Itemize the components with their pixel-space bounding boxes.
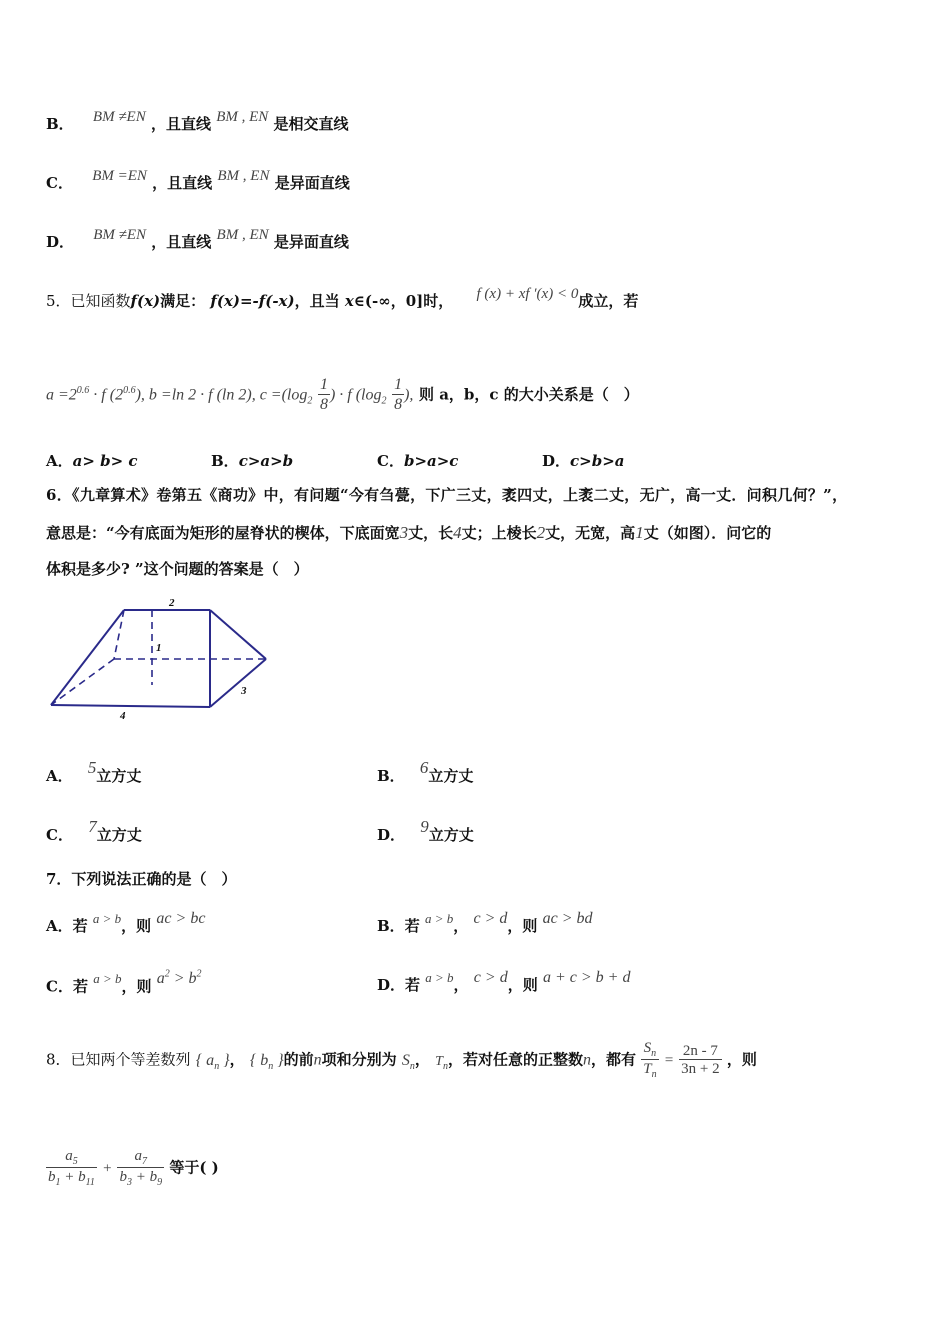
q6-stem-line2: 意思是：“今有底面为矩形的屋脊状的楔体，下底面宽3丈，长4丈；上棱长2丈，无宽，高1丈（如图）．问它的	[46, 523, 772, 542]
q7-option-a: A．若 a > b，则 ac > bc	[46, 910, 206, 935]
q4-option-c: C． BM =EN ，且直线 BM , EN 是异面直线	[46, 168, 350, 192]
q6-option-d: D． 9立方丈	[377, 817, 474, 844]
q5-option-d: D．c>b>a	[542, 452, 625, 470]
wedge-figure	[44, 595, 276, 725]
q8-stem: 8．已知两个等差数列 { $a_n$ }， { $b_n$ }的前n项和分别为 $S_n$， $T_n$，若对任意的正整数n，都有 $\frac{S_n}{T_n}$ = $\frac{2n - 7}{3n + 2}$ ，则	[46, 1040, 757, 1080]
bottom-front-edge	[51, 705, 210, 707]
q5-stem: 5．已知函数f(x)满足： f(x)=-f(-x)，且当 x∈(-∞，0]时， f (x) + xf ′(x) < 0成立，若	[46, 286, 639, 310]
q5-option-c: C．b>a>c	[377, 452, 459, 470]
right-top-edge	[210, 610, 266, 659]
q7-option-c: C．若 a > b，则 $a^2 > b^2$	[46, 969, 202, 996]
right-bottom-edge	[210, 659, 266, 707]
label-top: 2	[169, 597, 175, 609]
q5-definitions: $a =2^{0.6} \cdot f$ $(2^{0.6})$, b =ln 2 · f (ln 2), $c =(\log_2$ $\frac{1}{8}$ ) · f ($\log_2$ $\frac{1}{8}$ ), 则 a，b，c 的大小关系是（ ）	[46, 376, 639, 413]
left-front-edge	[51, 610, 124, 705]
q6-option-b: B． 6立方丈	[377, 758, 474, 785]
q5-option-a: A．a> b> c	[46, 452, 138, 470]
q6-option-a: A． 5立方丈	[46, 758, 142, 785]
q6-stem-line3: 体积是多少? ”这个问题的答案是（ ）	[46, 560, 309, 578]
q4-option-b: B． BM ≠EN ，且直线 BM , EN 是相交直线	[46, 109, 349, 133]
q4-option-d: D． BM ≠EN ，且直线 BM , EN 是异面直线	[46, 227, 349, 251]
hidden-diagonal-edge	[51, 659, 114, 705]
q8-ratio-lhs: $\frac{S_n}{T_n}$	[643, 1040, 657, 1080]
q5-option-b: B．c>a>b	[211, 452, 294, 470]
label-height: 1	[156, 642, 162, 654]
label-side: 3	[241, 685, 247, 697]
q6-stem-line1: 6．《九章算术》卷第五《商功》中，有问题“今有刍甍，下广三丈，袤四丈，上袤二丈，无广，高一丈．问积几何？”，	[46, 486, 848, 504]
q6-option-c: C． 7立方丈	[46, 817, 142, 844]
label-bottom: 4	[120, 710, 126, 722]
q8-term-1: $\frac{a_5}{b_1 + b_{11}}$	[48, 1148, 95, 1188]
q5-frac-1: $\frac{1}{8}$	[319, 376, 328, 413]
q7-stem: 7．下列说法正确的是（ ）	[46, 870, 237, 888]
q8-expression: $\frac{a_5}{b_1 + b_{11}}$ + $\frac{a_7}{b_3 + b_9}$ 等于( )	[48, 1148, 219, 1188]
q7-option-d: D．若 a > b， c > d，则 a + c > b + d	[377, 969, 631, 994]
q7-option-b: B．若 a > b， c > d，则 ac > bd	[377, 910, 593, 935]
q8-ratio-rhs: $\frac{2n - 7}{3n + 2}$	[681, 1042, 720, 1078]
q5-frac-2: $\frac{1}{8}$	[394, 376, 403, 413]
q8-term-2: $\frac{a_7}{b_3 + b_9}$	[119, 1148, 163, 1188]
